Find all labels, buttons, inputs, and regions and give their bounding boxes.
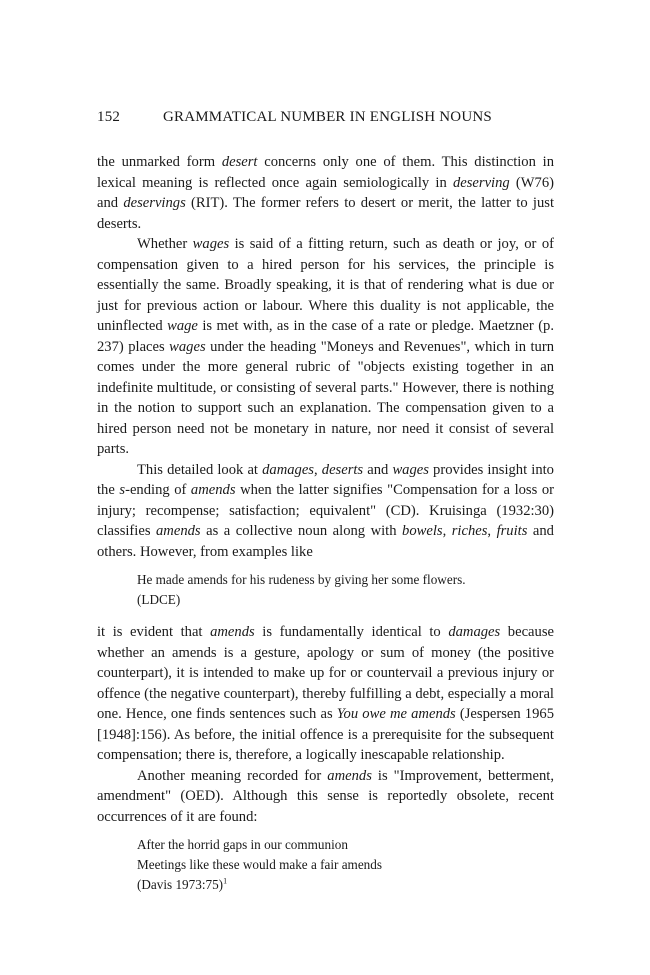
italic-term: deserving: [452, 174, 510, 191]
running-header: [97, 109, 557, 126]
text-run: Whether: [137, 236, 193, 252]
text-run: ,: [313, 461, 322, 478]
italic-term: wages: [392, 461, 429, 478]
text-run: provides insight into the: [97, 461, 554, 498]
paragraph-4: [97, 622, 554, 766]
text-run: (RIT). The former refers to desert or merit, the latter to just deserts.: [97, 195, 554, 232]
text-run: the unmarked form: [97, 154, 222, 170]
block-quote-1: [137, 570, 554, 610]
italic-term: amends: [327, 767, 372, 784]
text-run: it is evident that: [97, 624, 211, 640]
text-run: (W76) and: [97, 174, 554, 211]
running-title: GRAMMATICAL NUMBER IN ENGLISH NOUNS: [163, 109, 492, 125]
text-run: This detailed look at: [137, 461, 263, 478]
text-run: ,: [487, 523, 497, 539]
page-number: 152: [97, 109, 121, 125]
text-run: ,: [442, 523, 452, 539]
text-run: is fundamentally identical to: [254, 624, 449, 640]
italic-term: amends: [190, 482, 236, 498]
italic-term: damages: [262, 461, 314, 478]
italic-term: damages: [448, 624, 501, 640]
paragraph-2: [97, 234, 554, 460]
italic-term: bowels: [402, 523, 443, 539]
citation-text: (Davis 1973:75): [137, 877, 224, 892]
text-run: -ending of: [125, 482, 191, 498]
paragraph-5: [97, 766, 554, 828]
text-run: when the latter signifies "Compensation for a loss or injury; recompense; satisfaction; equivalent" (CD). Kruisinga (1932:30) classifies: [97, 482, 554, 539]
text-run: and others. However, from examples like: [97, 523, 554, 560]
paragraph-3: [97, 460, 554, 563]
block-quote-2: [137, 835, 554, 895]
text-run: is met with, as in the case of a rate or pledge. Maetzner (p. 237) places: [97, 318, 554, 355]
quote-line: Meetings like these would make a fair amends: [137, 857, 382, 872]
quote-line: He made amends for his rudeness by giving her some flowers.: [137, 572, 466, 587]
italic-term: deservings: [123, 195, 186, 211]
italic-term: amends: [210, 624, 255, 640]
italic-term: s: [119, 482, 126, 498]
footnote-marker[interactable]: 1: [223, 876, 228, 886]
italic-term: wages: [192, 236, 230, 252]
text-run: because whether an amends is a gesture, apology or sum of money (the positive counterpart), it is intended to make up for or countervail a previous injury or offence (the negative counterpart), thereby fulfilling a debt, especially a moral one. Hence, one finds sentences such as: [97, 624, 554, 722]
text-run: is said of a fitting return, such as death or joy, or of compensation given to a hired person for his services, the principle is essentially the same. Broadly speaking, it is that of rendering what is due or just for previous action or labour. Where this duality is not applicable, the uninflected: [97, 236, 554, 334]
italic-term: desert: [221, 154, 258, 170]
italic-term: amends: [156, 523, 201, 539]
text-run: under the heading "Moneys and Revenues", which in turn comes under the more general rubric of "objects existing together in an indefinite multitude, or consisting of several parts." However, there is nothing in the notion to support such an explanation. The compensation given to a hired person need not be monetary in nature, nor need it consist of several parts.: [97, 338, 554, 457]
text-run: (Jespersen 1965 [1948]:156). As before, the initial offence is a prerequisite for the subsequent compensation; there is, therefore, a logically inescapable relationship.: [97, 706, 554, 763]
italic-term: deserts: [321, 461, 364, 478]
body-text: [97, 152, 554, 907]
italic-term: wages: [169, 338, 206, 355]
text-run: concerns only one of them. This distinction in lexical meaning is reflected once again semiologically in: [97, 154, 555, 191]
paragraph-1: [97, 152, 554, 234]
italic-term: You owe me amends: [336, 706, 456, 722]
quote-citation: [137, 875, 554, 895]
italic-term: wage: [167, 318, 198, 334]
text-run: and: [363, 461, 393, 478]
quote-line: After the horrid gaps in our communion: [137, 837, 348, 852]
quote-citation: (LDCE): [137, 592, 181, 607]
text-run: is "Improvement, betterment, amendment" (OED). Although this sense is reportedly obsolete, recent occurrences of it are found:: [97, 767, 554, 825]
text-run: Another meaning recorded for: [137, 767, 328, 784]
italic-term: riches: [451, 523, 488, 539]
italic-term: fruits: [496, 523, 528, 539]
text-run: as a collective noun along with: [200, 523, 403, 539]
